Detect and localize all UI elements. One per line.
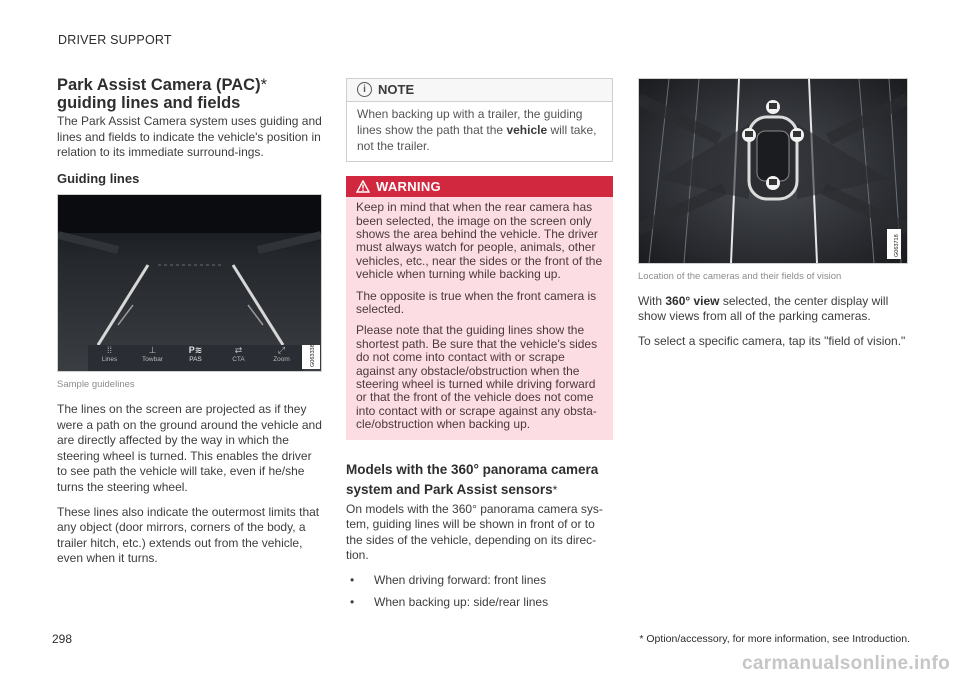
figure-code-label-2: G063718: [894, 234, 900, 257]
bullet: •: [350, 594, 355, 609]
pas-icon: P≋: [188, 345, 203, 356]
footnote: * Option/accessory, for more information, see Introduction.: [639, 633, 910, 645]
figure-code-label: G063338: [310, 344, 316, 368]
zoom-icon: ⤢: [277, 345, 286, 356]
camera-button-zoom[interactable]: ⤢ Zoom: [260, 345, 303, 371]
warning-title: WARNING: [376, 178, 441, 194]
note-box: [346, 78, 613, 162]
column-3: [638, 78, 908, 358]
note-title: NOTE: [378, 82, 415, 97]
intro-paragraph: The Park Assist Camera system uses guiding and lines and fields to indicate the vehicle's position in relation to its immediate surround-ings.: [57, 114, 322, 160]
paragraph-outer-limits: These lines also indicate the outermost limits that any object (door mirrors, corners of the body, a trailer hitch, etc.) extends out from the vehicle, even when it turns.: [57, 504, 320, 566]
camera-button-bar: [88, 345, 303, 371]
paragraph-select-camera: To select a specific camera, tap its "field of vision.": [638, 333, 906, 348]
warning-paragraph-2: The opposite is true when the front camera is selected.: [356, 288, 597, 317]
list-item: • When backing up: side/rear lines: [346, 595, 613, 611]
direction-list: [346, 573, 613, 610]
heading-option-star: *: [552, 482, 558, 497]
warning-paragraph-3: Please note that the guiding lines show the shortest path. Be sure that the vehicle's sides do not come into contact with or scrape against any obstacle/obstruction when the steering wheel is turned while driving forward or that the front of the vehicle does not come into contact with or scrape against any obsta-cle/obstruction when backing up.: [356, 323, 598, 432]
rear-camera-figure: [57, 194, 322, 372]
note-header: [347, 79, 612, 102]
bullet: •: [350, 573, 355, 588]
paragraph-lines-projection: The lines on the screen are projected as if they were a path on the ground around the vehicle and are directly affected by the way in which the steering wheel is turned. This enables the driver to see path the vehicle will take, even if he/she turns the steering wheel.: [57, 401, 322, 494]
figure-caption-1: Sample guidelines: [57, 379, 135, 391]
warning-header: [346, 176, 613, 198]
lines-icon: ⁞⁞: [106, 345, 112, 356]
cta-icon: ⇄: [234, 345, 243, 356]
warning-paragraph-1: Keep in mind that when the rear camera has been selected, the image on the screen only shows the area behind the vehicle. The driver must always watch for people, animals, other vehicles, etc., near the sides or the front of the vehicle when turning while backing up.: [356, 200, 603, 282]
watermark: carmanualsonline.info: [742, 653, 950, 674]
list-item: • When driving forward: front lines: [346, 573, 613, 589]
warning-text: [346, 197, 613, 440]
info-icon: i: [357, 82, 372, 97]
warning-box: [346, 176, 613, 440]
paragraph-360-guiding: On models with the 360° panorama camera sys-tem, guiding lines will be shown in front of or to the sides of the vehicle, depending on its direc-tion.: [346, 501, 603, 563]
warning-triangle-icon: [356, 180, 370, 193]
towbar-icon: ⊥: [148, 345, 157, 356]
note-text: When backing up with a trailer, the guiding lines show the path that the vehicle will take, not the trailer.: [357, 106, 597, 153]
figure-caption-2: Location of the cameras and their fields of vision: [638, 271, 842, 282]
overhead-camera-image: [639, 79, 907, 263]
title-option-star: *: [260, 76, 268, 94]
page-title: Park Assist Camera (PAC)* guiding lines and fields: [57, 76, 268, 112]
page-number: 298: [52, 632, 73, 646]
camera-button-cta[interactable]: ⇄ CTA: [217, 345, 260, 371]
heading-360-models: Models with the 360° panorama camera system and Park Assist sensors*: [346, 461, 599, 497]
column-1: [57, 76, 322, 576]
column-2: [346, 78, 613, 616]
section-header: DRIVER SUPPORT: [58, 33, 172, 47]
camera-button-towbar[interactable]: ⊥ Towbar: [131, 345, 174, 371]
camera-button-pas[interactable]: P≋ PAS: [174, 345, 217, 371]
subheading-guiding-lines: Guiding lines: [57, 170, 140, 186]
360-view-figure: [638, 78, 908, 264]
camera-button-lines[interactable]: ⁞⁞ Lines: [88, 345, 131, 371]
paragraph-360-view: With 360° view selected, the center display will show views from all of the parking cameras.: [638, 293, 889, 324]
